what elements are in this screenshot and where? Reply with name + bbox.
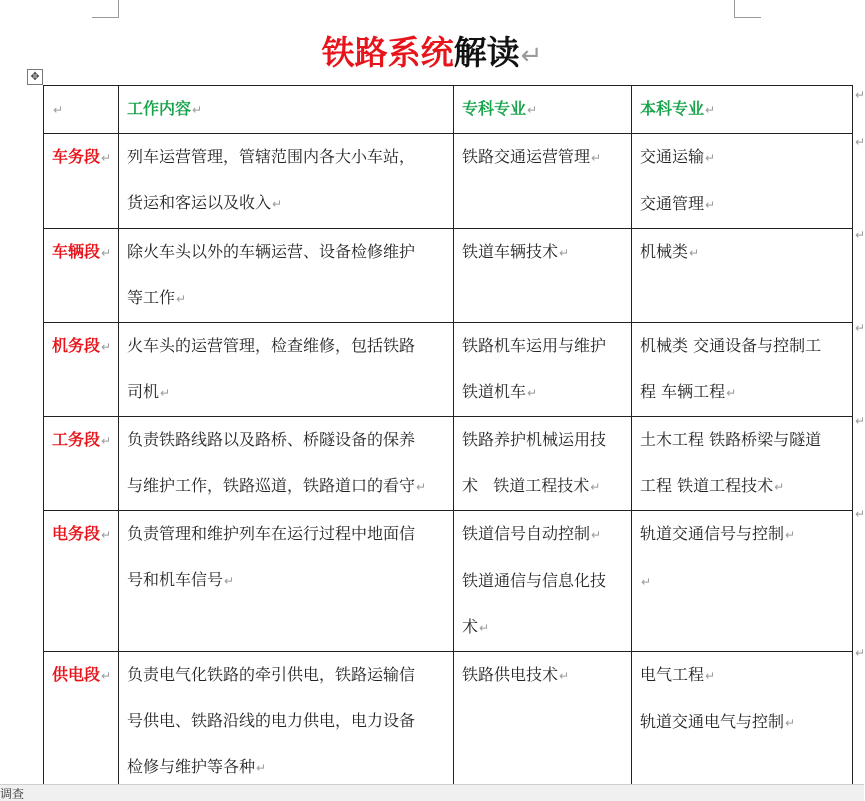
work-line: 负责管理和维护列车在运行过程中地面信	[127, 524, 416, 543]
paragraph-mark-icon: ↵	[705, 103, 716, 117]
header-vocational-cell[interactable]	[454, 86, 632, 134]
vocational-line: 铁道车辆技术↵	[462, 242, 570, 261]
paragraph-mark-icon: ↵	[53, 103, 64, 117]
paragraph-mark-icon: ↵	[705, 669, 716, 683]
vocational-line: 铁路交通运营管理↵	[462, 147, 602, 166]
work-line: 号供电、铁路沿线的电力供电，电力设备	[127, 711, 416, 730]
paragraph-mark-icon: ↵	[527, 386, 538, 400]
vocational-line: 铁路养护机械运用技	[462, 430, 607, 449]
header-blank-cell[interactable]	[44, 86, 119, 134]
undergraduate-line: 轨道交通信号与控制↵	[640, 524, 796, 543]
undergraduate-line: 工程 铁道工程技术↵	[640, 476, 785, 495]
header-work: 工作内容	[127, 99, 192, 118]
paragraph-mark-icon: ↵	[101, 528, 112, 542]
undergraduate-cell[interactable]	[632, 134, 853, 229]
row-end-mark-icon: ↵	[855, 414, 865, 428]
work-line: 号和机车信号↵	[127, 570, 235, 589]
work-line: 列车运营管理，管辖范围内各大小车站，	[127, 147, 416, 166]
work-line: 与维护工作，铁路巡道，铁路道口的看守↵	[127, 476, 427, 495]
paragraph-mark-icon: ↵	[256, 761, 267, 775]
vocational-line: 术 铁道工程技术↵	[462, 476, 601, 495]
dept-cell[interactable]	[44, 229, 119, 323]
work-cell[interactable]	[119, 134, 454, 229]
dept-name: 车辆段	[52, 242, 101, 261]
vocational-line: 铁道信号自动控制↵	[462, 524, 602, 543]
dept-name: 供电段	[52, 665, 101, 684]
undergraduate-line: 机械类↵	[640, 242, 700, 261]
paragraph-mark-icon: ↵	[101, 246, 112, 260]
undergraduate-cell[interactable]	[632, 652, 853, 792]
paragraph-mark-icon: ↵	[705, 198, 716, 212]
header-work-cell[interactable]	[119, 86, 454, 134]
dept-name: 工务段	[52, 430, 101, 449]
paragraph-mark-icon: ↵	[785, 716, 796, 730]
table-row	[44, 652, 853, 792]
work-line: 除火车头以外的车辆运营、设备检修维护	[127, 242, 416, 261]
vocational-line: 铁路机车运用与维护	[462, 336, 607, 355]
paragraph-mark-icon: ↵	[176, 292, 187, 306]
table-row	[44, 229, 853, 323]
work-cell[interactable]	[119, 652, 454, 792]
paragraph-mark-icon: ↵	[590, 480, 601, 494]
page-corner-marker-left	[92, 0, 119, 18]
paragraph-mark-icon: ↵	[192, 103, 203, 117]
work-line: 货运和客运以及收入↵	[127, 193, 283, 212]
vocational-cell[interactable]	[454, 511, 632, 652]
vocational-line: 铁路供电技术↵	[462, 665, 570, 684]
work-line: 负责铁路线路以及路桥、桥隧设备的保养	[127, 430, 416, 449]
railway-table	[43, 85, 853, 792]
paragraph-mark-icon: ↵	[160, 386, 171, 400]
work-line: 司机↵	[127, 382, 171, 401]
table-row	[44, 323, 853, 417]
status-text: 调查	[0, 787, 25, 801]
dept-cell[interactable]	[44, 511, 119, 652]
undergraduate-line: 交通管理↵	[640, 194, 716, 213]
vocational-cell[interactable]	[454, 134, 632, 229]
work-cell[interactable]	[119, 323, 454, 417]
dept-cell[interactable]	[44, 417, 119, 511]
vocational-line: 铁道机车↵	[462, 382, 538, 401]
paragraph-mark-icon: ↵	[726, 386, 737, 400]
dept-name: 车务段	[52, 147, 101, 166]
vocational-cell[interactable]	[454, 229, 632, 323]
row-end-mark-icon: ↵	[855, 88, 865, 102]
undergraduate-line: 电气工程↵	[640, 665, 716, 684]
paragraph-mark-icon: ↵	[101, 340, 112, 354]
paragraph-mark-icon: ↵	[224, 574, 235, 588]
table-row	[44, 417, 853, 511]
page-corner-marker-right	[734, 0, 761, 18]
vocational-cell[interactable]	[454, 323, 632, 417]
dept-name: 机务段	[52, 336, 101, 355]
paragraph-mark-icon: ↵	[416, 480, 427, 494]
paragraph-mark-icon: ↵	[559, 669, 570, 683]
header-undergraduate-cell[interactable]	[632, 86, 853, 134]
paragraph-mark-icon: ↵	[101, 151, 112, 165]
paragraph-mark-icon: ↵	[520, 41, 543, 71]
table-row	[44, 511, 853, 652]
paragraph-mark-icon: ↵	[591, 151, 602, 165]
row-end-mark-icon: ↵	[855, 135, 865, 149]
paragraph-mark-icon: ↵	[591, 528, 602, 542]
paragraph-mark-icon: ↵	[479, 621, 490, 635]
undergraduate-cell[interactable]	[632, 323, 853, 417]
work-cell[interactable]	[119, 229, 454, 323]
paragraph-mark-icon: ↵	[774, 480, 785, 494]
vocational-cell[interactable]	[454, 417, 632, 511]
work-line: 检修与维护等各种↵	[127, 757, 267, 776]
row-end-mark-icon: ↵	[855, 321, 865, 335]
undergraduate-line: 轨道交通电气与控制↵	[640, 712, 796, 731]
row-end-mark-icon: ↵	[855, 646, 865, 660]
paragraph-mark-icon: ↵	[527, 103, 538, 117]
table-move-handle-icon[interactable]: ✥	[27, 69, 43, 85]
work-cell[interactable]	[119, 511, 454, 652]
vocational-line: 术↵	[462, 617, 490, 636]
row-end-mark-icon: ↵	[855, 507, 865, 521]
paragraph-mark-icon: ↵	[689, 246, 700, 260]
work-line: 火车头的运营管理，检查维修，包括铁路	[127, 336, 416, 355]
undergraduate-line	[640, 558, 844, 605]
undergraduate-cell[interactable]	[632, 417, 853, 511]
work-cell[interactable]	[119, 417, 454, 511]
table-header-row	[44, 86, 853, 134]
undergraduate-line: 程 车辆工程↵	[640, 382, 737, 401]
paragraph-mark-icon: ↵	[559, 246, 570, 260]
undergraduate-cell[interactable]	[632, 229, 853, 323]
row-end-mark-icon: ↵	[855, 228, 865, 242]
undergraduate-line: 机械类 交通设备与控制工	[640, 336, 822, 355]
paragraph-mark-icon: ↵	[641, 575, 652, 589]
paragraph-mark-icon: ↵	[785, 528, 796, 542]
title-red-part: 铁路系统	[321, 33, 454, 72]
dept-cell[interactable]	[44, 652, 119, 792]
table-row	[44, 134, 853, 229]
vocational-cell[interactable]	[454, 652, 632, 792]
status-bar	[0, 784, 864, 801]
dept-cell[interactable]	[44, 323, 119, 417]
page-title	[0, 30, 864, 76]
header-undergraduate: 本科专业	[640, 99, 705, 118]
work-line: 等工作↵	[127, 288, 187, 307]
title-black-part: 解读	[453, 33, 520, 72]
paragraph-mark-icon: ↵	[272, 197, 283, 211]
undergraduate-line: 土木工程 铁路桥梁与隧道	[640, 430, 822, 449]
header-vocational: 专科专业	[462, 99, 527, 118]
dept-name: 电务段	[52, 524, 101, 543]
vocational-line: 铁道通信与信息化技	[462, 571, 607, 590]
paragraph-mark-icon: ↵	[705, 151, 716, 165]
paragraph-mark-icon: ↵	[101, 669, 112, 683]
work-line: 负责电气化铁路的牵引供电，铁路运输信	[127, 665, 416, 684]
undergraduate-line: 交通运输↵	[640, 147, 716, 166]
paragraph-mark-icon: ↵	[101, 434, 112, 448]
dept-cell[interactable]	[44, 134, 119, 229]
undergraduate-cell[interactable]	[632, 511, 853, 652]
